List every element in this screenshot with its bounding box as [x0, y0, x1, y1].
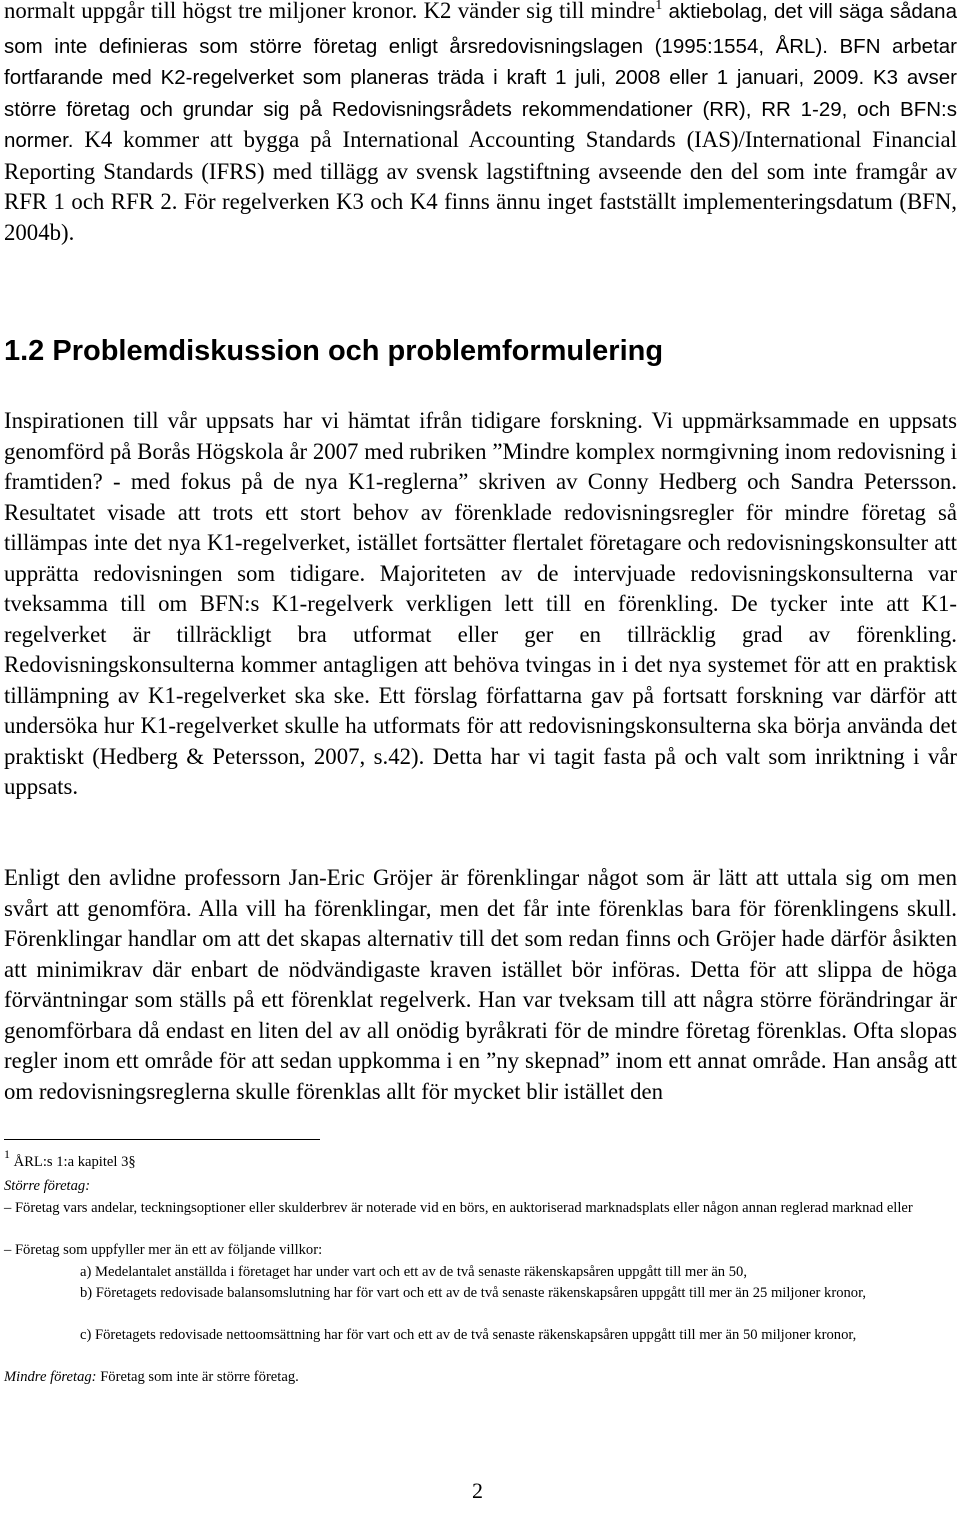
footnote-small-company-label: Mindre företag: — [4, 1369, 97, 1385]
page-number: 2 — [472, 1478, 483, 1503]
paragraph-grojer: Enligt den avlidne professorn Jan-Eric Gröjer är förenklingar något som är lätt att uttala sig om men svårt att genomföra. Alla vill ha förenklingar, men det får inte förenklas bara för förenklingens skull. Förenklingar handlar om att det skapas alternativ till det som redan finns och Gröjer hade därför åsikten att minimikrav där enbart de nödvändigaste kraven istället bör införas. Detta för att slippa de höga förväntningar som ställs på ett förenklat regelverk. Han var tveksam till att några större förändringar är genomförbara då endast en liten del av all onödig byråkrati för de mindre företag förenklas. Ofta slopas regler inom ett område för att sedan uppkomma i en ”ny skepnad” inom ett annat område. Han ansåg att om redovisningsreglerna skulle förenklas allt för mycket blir istället den — [4, 865, 957, 1104]
footnote-separator — [4, 1139, 320, 1140]
footnote-dash-item-2: – Företag som uppfyller mer än ett av följande villkor: — [4, 1242, 323, 1258]
paragraph-intro-text-1: normalt uppgår till högst tre miljoner kronor. K2 vänder sig till mindre — [4, 0, 656, 23]
paragraph-intro-text-3: K4 kommer att bygga på International Accounting Standards (IAS)/International Financial Reporting Standards (IFRS) med tillägg av svensk lagstiftning avseende den del som inte framgår av RFR 1 och RFR 2. För regelverken K3 och K4 finns ännu inget fastställt implementeringsdatum (BFN, 2004b). — [4, 127, 957, 245]
section-mark: § — [128, 1154, 136, 1170]
footnote-heading — [4, 1147, 136, 1173]
section-heading: 1.2 Problemdiskussion och problemformulering — [4, 335, 664, 367]
footnote-ref-text: ÅRL:s 1:a kapitel 3 — [13, 1154, 129, 1170]
footnote-small-company-text: Företag som inte är större företag. — [96, 1369, 299, 1385]
footnote-large-company-label: Större företag: — [4, 1178, 91, 1194]
footnote-small-company — [4, 1367, 299, 1388]
footnote-number: 1 — [4, 1147, 10, 1161]
paragraph-problem-discussion: Inspirationen till vår uppsats har vi hämtat ifrån tidigare forskning. Vi uppmärksammade en uppsats genomförd på Borås Högskola år 2007 med rubriken ”Mindre komplex normgivning inom redovisning i framtiden? - med fokus på de nya K1-reglerna” skriven av Conny Hedberg och Sandra Petersson. Resultatet visade att trots ett stort behov av förenklade redovisningsregler för mindre företag så tillämpas inte det nya K1-regelverket, istället fortsätter flertalet företagare och redovisningskonsulter att upprätta redovisningen som tidigare. Majoriteten av de intervjuade redovisningskonsulterna var tveksamma till om BFN:s K1-regelverk verkligen lett till en förenkling. De tycker inte att K1-regelverket är tillräckligt bra utformat eller ger en tillräcklig grad av förenkling. Redovisningskonsulterna kommer antagligen att behöva tvingas in i det nya systemet för att en praktisk tillämpning av K1-regelverket ska ske. Ett förslag författarna gav på fortsatt forskning var därför att undersöka hur K1-regelverket skulle ha utformats för att redovisningskonsulterna ska börja använda det praktiskt (Hedberg & Petersson, 2007, s.42). Detta har vi tagit fasta på och valt som inriktning i vår uppsats. — [4, 408, 957, 799]
footnote-reference[interactable]: 1 — [655, 0, 663, 13]
paragraph-intro — [4, 0, 957, 248]
footnote-condition-b: b) Företagets redovisade balansomslutning har för vart och ett av de två senaste räkenskapsåren uppgått till mer än 25 miljoner kronor, — [80, 1285, 867, 1301]
footnote-dash-item-1: – Företag vars andelar, teckningsoptioner eller skulderbrev är noterade vid en börs, en auktoriserad marknadsplats eller någon annan reglerad marknad eller — [4, 1200, 913, 1216]
footnote-condition-c: c) Företagets redovisade nettoomsättning har för vart och ett av de två senaste räkenskapsåren uppgått till mer än 50 miljoner kronor, — [80, 1327, 857, 1343]
paragraph-intro-text-2: aktiebolag, det vill säga sådana som inte definieras som större företag enligt årsredovisningslagen (1995:1554, ÅRL). BFN arbetar fortfarande med K2-regelverket som planeras träda i kraft 1 juli, 2008 eller 1 januari, 2009. K3 avser större företag och grundar sig på Redovisningsrådets rekommendationer (RR), RR 1-29, och BFN:s normer. — [4, 0, 957, 152]
footnote-condition-a: a) Medelantalet anställda i företaget har under vart och ett av de två senaste räkenskapsåren uppgått till mer än 50, — [80, 1264, 747, 1280]
